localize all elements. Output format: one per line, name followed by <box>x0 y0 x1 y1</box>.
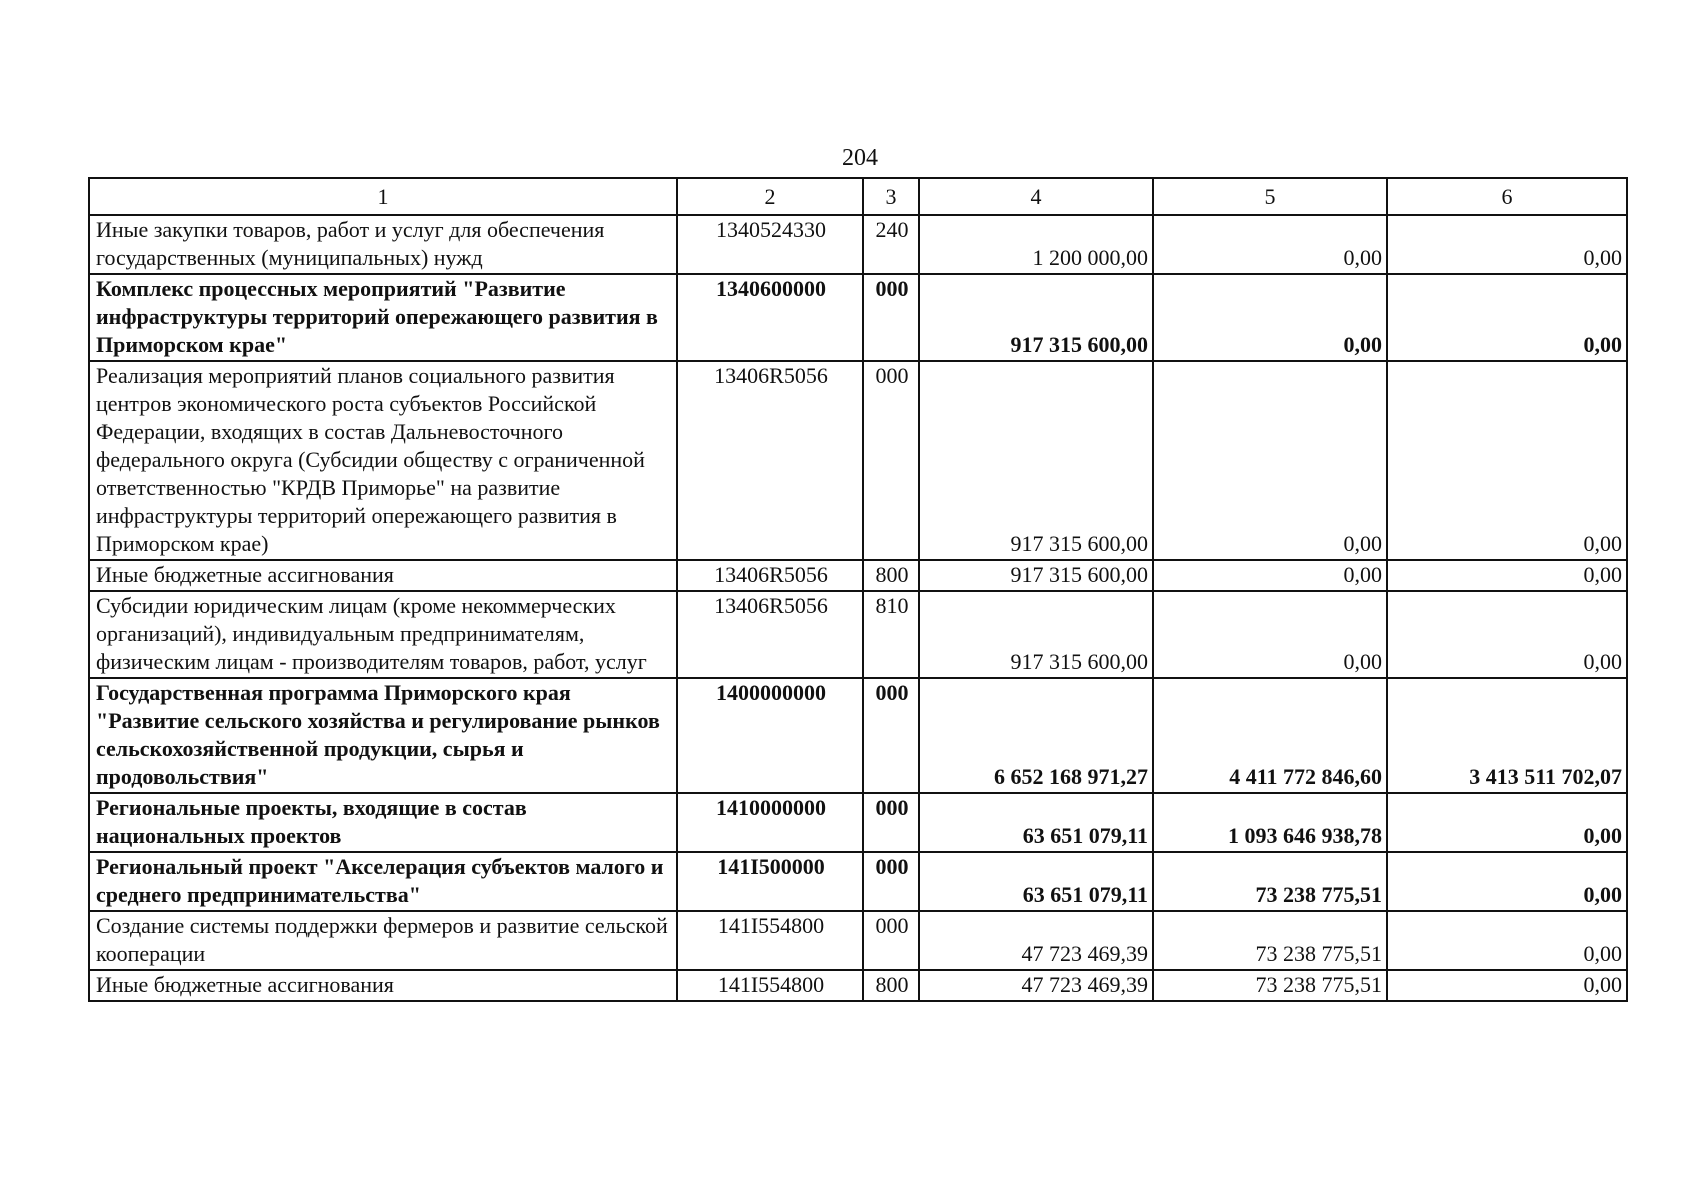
page-number: 204 <box>842 145 878 171</box>
row-value-5: 0,00 <box>1153 591 1387 678</box>
row-expense-type: 000 <box>863 361 919 560</box>
row-code: 13406R5056 <box>677 361 863 560</box>
row-value-6: 0,00 <box>1387 274 1627 361</box>
column-header-4: 4 <box>919 178 1153 215</box>
row-name: Региональные проекты, входящие в состав национальных проектов <box>89 793 677 852</box>
row-value-6: 0,00 <box>1387 215 1627 274</box>
row-code: 141I554800 <box>677 911 863 970</box>
row-expense-type: 800 <box>863 970 919 1001</box>
row-value-5: 73 238 775,51 <box>1153 852 1387 911</box>
row-value-6: 0,00 <box>1387 970 1627 1001</box>
row-expense-type: 000 <box>863 852 919 911</box>
row-code: 1410000000 <box>677 793 863 852</box>
row-name: Государственная программа Приморского края "Развитие сельского хозяйства и регулирование рынков сельскохозяйственной продукции, сырья и продовольствия" <box>89 678 677 793</box>
table-row <box>89 793 1627 852</box>
row-name: Региональный проект "Акселерация субъектов малого и среднего предпринимательства" <box>89 852 677 911</box>
table-row <box>89 274 1627 361</box>
table-row <box>89 361 1627 560</box>
row-expense-type: 000 <box>863 911 919 970</box>
table-row <box>89 678 1627 793</box>
column-header-5: 5 <box>1153 178 1387 215</box>
column-header-6: 6 <box>1387 178 1627 215</box>
row-name: Субсидии юридическим лицам (кроме некоммерческих организаций), индивидуальным предпринимателям, физическим лицам - производителям товаров, работ, услуг <box>89 591 677 678</box>
row-expense-type: 240 <box>863 215 919 274</box>
table-row <box>89 591 1627 678</box>
column-header-2: 2 <box>677 178 863 215</box>
row-value-4: 6 652 168 971,27 <box>919 678 1153 793</box>
row-value-6: 3 413 511 702,07 <box>1387 678 1627 793</box>
row-value-5: 73 238 775,51 <box>1153 911 1387 970</box>
table-row <box>89 215 1627 274</box>
row-code: 141I554800 <box>677 970 863 1001</box>
row-name: Создание системы поддержки фермеров и развитие сельской кооперации <box>89 911 677 970</box>
row-code: 1340600000 <box>677 274 863 361</box>
row-value-5: 0,00 <box>1153 274 1387 361</box>
row-name: Иные закупки товаров, работ и услуг для обеспечения государственных (муниципальных) нужд <box>89 215 677 274</box>
row-value-5: 4 411 772 846,60 <box>1153 678 1387 793</box>
row-value-4: 917 315 600,00 <box>919 591 1153 678</box>
row-value-6: 0,00 <box>1387 852 1627 911</box>
column-header-3: 3 <box>863 178 919 215</box>
column-header-1: 1 <box>89 178 677 215</box>
table-row <box>89 911 1627 970</box>
row-value-4: 917 315 600,00 <box>919 361 1153 560</box>
row-expense-type: 000 <box>863 678 919 793</box>
row-name: Реализация мероприятий планов социального развития центров экономического роста субъектов Российской Федерации, входящих в состав Дальневосточного федерального округа (Субсидии обществу с ограниченной ответственностью "КРДВ Приморье" на развитие инфраструктуры территорий опережающего развития в Приморском крае) <box>89 361 677 560</box>
row-expense-type: 810 <box>863 591 919 678</box>
table-row <box>89 560 1627 591</box>
row-value-6: 0,00 <box>1387 591 1627 678</box>
row-expense-type: 000 <box>863 274 919 361</box>
row-code: 141I500000 <box>677 852 863 911</box>
row-expense-type: 000 <box>863 793 919 852</box>
row-name: Комплекс процессных мероприятий "Развитие инфраструктуры территорий опережающего развития в Приморском крае" <box>89 274 677 361</box>
row-code: 13406R5056 <box>677 591 863 678</box>
table-header-row <box>89 178 1627 215</box>
row-value-4: 63 651 079,11 <box>919 793 1153 852</box>
row-code: 13406R5056 <box>677 560 863 591</box>
row-value-4: 917 315 600,00 <box>919 560 1153 591</box>
row-code: 1400000000 <box>677 678 863 793</box>
row-name: Иные бюджетные ассигнования <box>89 970 677 1001</box>
row-value-5: 73 238 775,51 <box>1153 970 1387 1001</box>
row-value-5: 0,00 <box>1153 361 1387 560</box>
budget-table <box>88 177 1628 1002</box>
table-row <box>89 852 1627 911</box>
table-row <box>89 970 1627 1001</box>
row-expense-type: 800 <box>863 560 919 591</box>
row-value-4: 47 723 469,39 <box>919 911 1153 970</box>
row-value-5: 0,00 <box>1153 215 1387 274</box>
row-value-4: 63 651 079,11 <box>919 852 1153 911</box>
row-value-4: 1 200 000,00 <box>919 215 1153 274</box>
row-value-5: 0,00 <box>1153 560 1387 591</box>
row-value-4: 47 723 469,39 <box>919 970 1153 1001</box>
row-value-6: 0,00 <box>1387 361 1627 560</box>
row-code: 1340524330 <box>677 215 863 274</box>
row-name: Иные бюджетные ассигнования <box>89 560 677 591</box>
row-value-6: 0,00 <box>1387 911 1627 970</box>
row-value-6: 0,00 <box>1387 793 1627 852</box>
row-value-5: 1 093 646 938,78 <box>1153 793 1387 852</box>
row-value-6: 0,00 <box>1387 560 1627 591</box>
row-value-4: 917 315 600,00 <box>919 274 1153 361</box>
